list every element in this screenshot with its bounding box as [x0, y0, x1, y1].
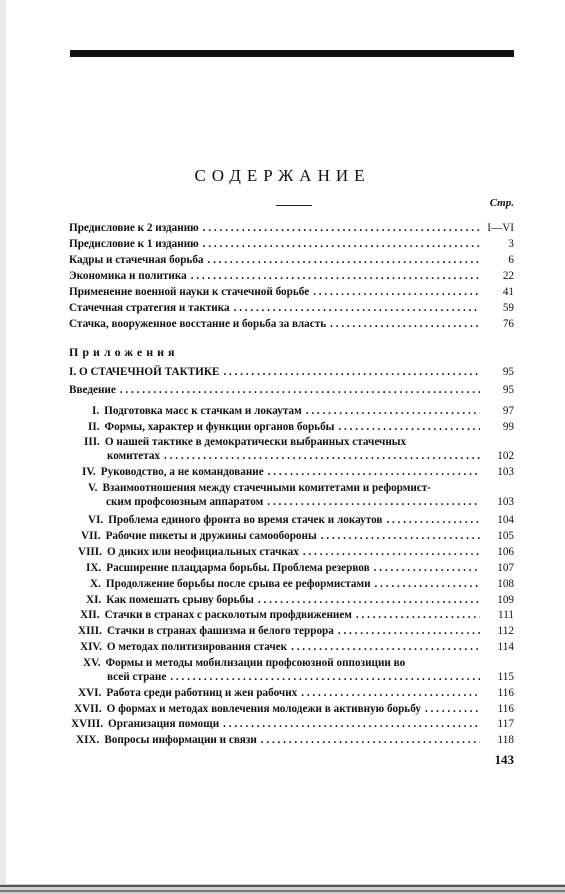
leader-dots — [301, 686, 480, 700]
toc-entry-title: Введение — [69, 384, 116, 396]
toc-entry-title: Рабочие пикеты и дружины самообороны — [105, 530, 317, 542]
leader-dots — [330, 317, 480, 331]
leader-dots — [191, 269, 480, 283]
toc-entry-title: Вопросы информации и связи — [104, 734, 257, 746]
toc-entry-title: Формы, характер и функции органов борьбы — [104, 421, 335, 433]
toc-subentry[interactable] — [80, 640, 514, 654]
toc-entry-page: 104 — [497, 514, 514, 526]
toc-subentry[interactable] — [76, 733, 514, 747]
toc-entry[interactable] — [69, 253, 514, 267]
toc-subentry[interactable] — [92, 404, 514, 418]
leader-dots — [261, 733, 480, 747]
roman-number: XIX. — [76, 734, 100, 746]
toc-entry-title: О диких или неофициальных стачках — [106, 546, 299, 558]
title-underline — [276, 205, 312, 206]
toc-entry-title: Кадры и стачечная борьба — [69, 254, 204, 266]
toc-subentry[interactable] — [81, 529, 514, 543]
toc-subentry[interactable] — [86, 593, 514, 607]
toc-entry-page: 118 — [497, 734, 514, 746]
toc-entry-title: Расширение плацдарма борьбы. Проблема резервов — [106, 562, 370, 574]
leader-dots — [203, 221, 480, 235]
roman-number: I. — [92, 405, 100, 417]
toc-entry[interactable] — [69, 317, 514, 331]
toc-entry-title: Работа среди работниц и жен рабочих — [106, 687, 298, 699]
toc-entry[interactable] — [69, 285, 514, 299]
toc-entry-title: Подготовка масс к стачкам и локаутам — [104, 405, 302, 417]
toc-entry-page: 6 — [508, 254, 514, 266]
roman-number: XII. — [80, 609, 100, 621]
toc-entry-page: 116 — [497, 703, 514, 715]
toc-entry-title: Проблема единого фронта во время стачек и локаутов — [108, 514, 383, 526]
roman-number: XVI. — [78, 687, 102, 699]
toc-entry-title: Стачка, вооруженное восстание и борьба за власть — [69, 318, 327, 330]
toc-subentry-continuation[interactable] — [107, 449, 514, 463]
scan-edge — [0, 0, 6, 894]
toc-subentry[interactable] — [88, 420, 514, 434]
roman-number: VI. — [88, 514, 104, 526]
leader-dots — [203, 237, 480, 251]
toc-entry-page: 41 — [502, 286, 514, 298]
toc-entry-page: 95 — [502, 384, 514, 396]
page-number: 143 — [494, 752, 514, 767]
toc-entry-title-cont: всей стране — [107, 671, 167, 683]
toc-entry-title: Стачечная стратегия и тактика — [69, 302, 230, 314]
leader-dots — [120, 383, 480, 397]
roman-number: VII. — [81, 530, 101, 542]
toc-entry-title: Экономика и политика — [69, 270, 187, 282]
toc-entry-title: Применение военной науки к стачечной борьбе — [69, 286, 310, 298]
leader-dots — [338, 420, 480, 434]
toc-entry-page: 102 — [497, 450, 514, 462]
toc-entry-title: Формы и методы мобилизации профсоюзной оппозиции во — [105, 657, 406, 669]
roman-number: V. — [88, 482, 98, 494]
toc-entry[interactable] — [69, 301, 514, 315]
toc-entry-page: 112 — [497, 625, 514, 637]
toc-entry[interactable] — [69, 237, 514, 251]
toc-subentry[interactable] — [74, 702, 514, 716]
toc-subentry[interactable] — [83, 656, 514, 670]
leader-dots — [291, 640, 480, 654]
roman-number: X. — [90, 578, 101, 590]
leader-dots — [356, 608, 480, 622]
top-rule — [70, 50, 514, 57]
roman-number: XVII. — [74, 703, 102, 715]
toc-entry-page: 111 — [498, 609, 514, 621]
toc-entry-page: 106 — [497, 546, 514, 558]
leader-dots — [374, 561, 480, 575]
toc-entry-title: Предисловие к 1 изданию — [69, 238, 199, 250]
toc-subentry-continuation[interactable] — [107, 670, 514, 684]
leader-dots — [386, 513, 480, 527]
roman-number: XIV. — [80, 641, 102, 653]
leader-dots — [223, 717, 480, 731]
toc-entry-page: 22 — [502, 270, 514, 282]
toc-subentry-continuation[interactable] — [106, 495, 514, 509]
roman-number: XVIII. — [71, 718, 104, 730]
toc-entry-page: 105 — [497, 530, 514, 542]
leader-dots — [268, 465, 480, 479]
toc-entry-page: 109 — [497, 594, 514, 606]
toc-entry-title: Как помешать срыву борьбы — [106, 594, 254, 606]
toc-entry-title-cont: ским профсоюзным аппаратом — [106, 496, 264, 508]
leader-dots — [258, 593, 480, 607]
appendix-part-entry[interactable] — [69, 365, 514, 379]
toc-subentry[interactable] — [71, 717, 514, 731]
toc-entry-title: О методах политизирования стачек — [106, 641, 288, 653]
roman-number: IV. — [82, 466, 96, 478]
toc-entry-page: 116 — [497, 687, 514, 699]
roman-number: VIII. — [78, 546, 102, 558]
scan-bottom-band — [0, 884, 565, 894]
toc-subentry[interactable] — [90, 577, 514, 591]
appendix-heading: Приложения — [69, 345, 179, 359]
toc-entry-page: 99 — [502, 421, 514, 433]
roman-number: XIII. — [78, 625, 102, 637]
toc-subentry[interactable] — [84, 435, 514, 449]
toc-entry-title: Продолжение борьбы после срыва ее реформистами — [105, 578, 371, 590]
toc-entry[interactable] — [69, 221, 514, 235]
toc-entry-title: I. О СТАЧЕЧНОЙ ТАКТИКЕ — [69, 366, 220, 378]
leader-dots — [267, 495, 480, 509]
toc-subentry[interactable] — [78, 545, 514, 559]
toc-subentry[interactable] — [78, 686, 514, 700]
roman-number: IX. — [86, 562, 102, 574]
toc-entry-title: Стачки в странах фашизма и белого террора — [106, 625, 334, 637]
toc-subentry[interactable] — [78, 624, 514, 638]
leader-dots — [375, 577, 480, 591]
leader-dots — [164, 449, 480, 463]
roman-number: II. — [88, 421, 100, 433]
leader-dots — [170, 670, 480, 684]
toc-entry[interactable] — [69, 269, 514, 283]
toc-entry-page: 114 — [497, 641, 514, 653]
toc-entry-page: 103 — [497, 466, 514, 478]
leader-dots — [338, 624, 480, 638]
toc-entry-page: I—VI — [487, 222, 514, 234]
leader-dots — [208, 253, 480, 267]
toc-entry-page: 3 — [508, 238, 514, 250]
toc-subentry[interactable] — [86, 561, 514, 575]
toc-entry-title: О формах и методах вовлечения молодежи в активную борьбу — [106, 703, 421, 715]
toc-entry-title: Взаимоотношения между стачечными комитетами и реформист- — [102, 482, 431, 494]
roman-number: XI. — [86, 594, 102, 606]
toc-entry-title: Руководство, а не командование — [100, 466, 264, 478]
toc-entry-page: 95 — [502, 366, 514, 378]
toc-entry-title: О нашей тактике в демократически выбранных стачечных — [104, 436, 407, 448]
page-title: СОДЕРЖАНИЕ — [194, 166, 371, 185]
toc-entry-page: 76 — [502, 318, 514, 330]
leader-dots — [223, 365, 480, 379]
toc-subentry[interactable] — [88, 513, 514, 527]
toc-entry-page: 108 — [497, 578, 514, 590]
leader-dots — [234, 301, 480, 315]
toc-entry-title: Предисловие к 2 изданию — [69, 222, 199, 234]
toc-entry-title: Стачки в странах с расколотым профдвижением — [104, 609, 352, 621]
toc-entry-title: Организация помощи — [108, 718, 220, 730]
toc-subentry[interactable] — [82, 465, 514, 479]
leader-dots — [321, 529, 480, 543]
toc-entry-page: 117 — [497, 718, 514, 730]
toc-subentry[interactable] — [88, 481, 514, 495]
toc-entry-page: 97 — [502, 405, 514, 417]
page-column-label: Стр. — [489, 197, 514, 209]
leader-dots — [425, 702, 480, 716]
toc-entry-title-cont: комитетах — [107, 450, 161, 462]
toc-entry-page: 107 — [497, 562, 514, 574]
toc-entry-page: 59 — [502, 302, 514, 314]
leader-dots — [303, 545, 480, 559]
leader-dots — [306, 404, 480, 418]
roman-number: III. — [84, 436, 100, 448]
toc-entry-page: 115 — [497, 671, 514, 683]
leader-dots — [313, 285, 480, 299]
toc-entry-page: 103 — [497, 496, 514, 508]
roman-number: XV. — [83, 657, 101, 669]
toc-subentry[interactable] — [80, 608, 514, 622]
intro-entry[interactable] — [69, 383, 514, 397]
